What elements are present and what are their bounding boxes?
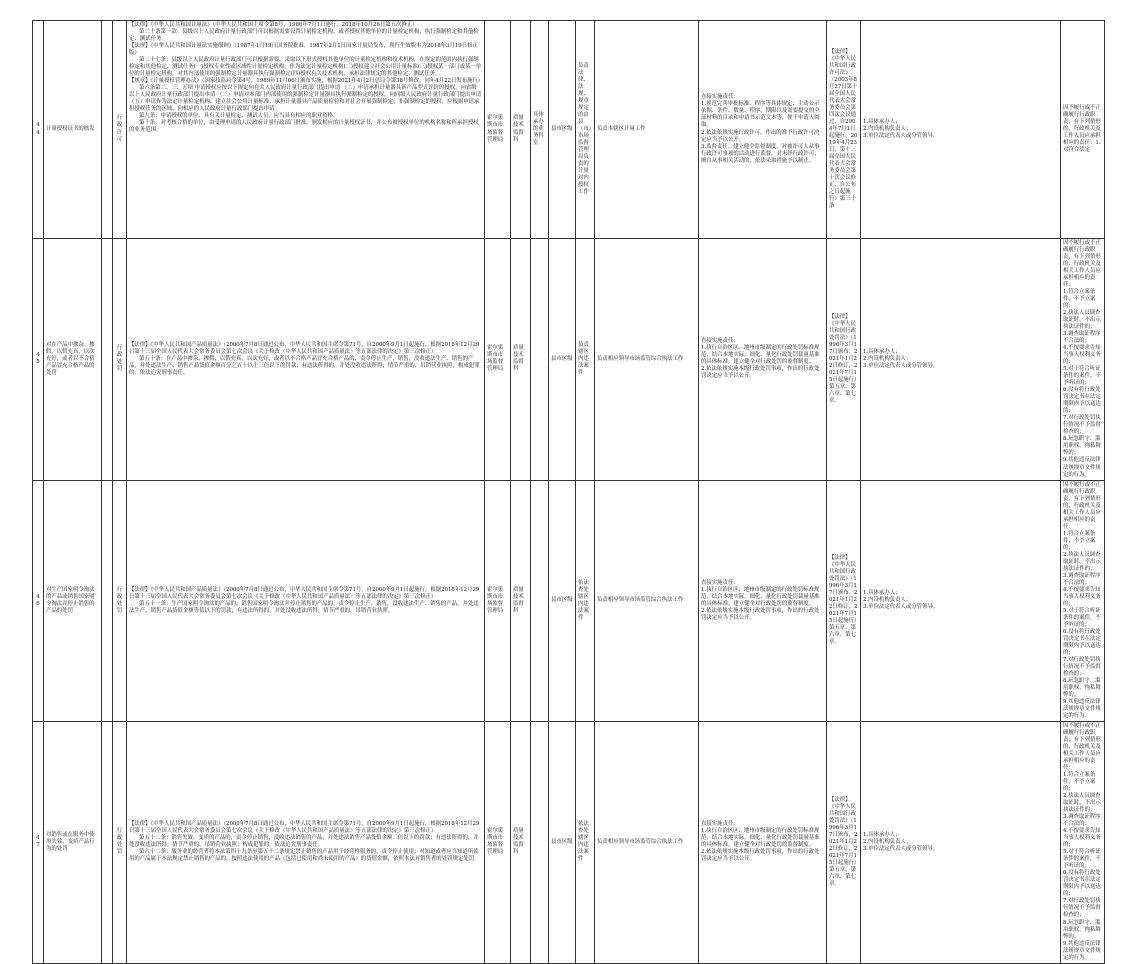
scope-detail: 负责相应领导市场监管综合执法工作 (595, 239, 699, 481)
item-name: 计量授权证书的核发 (44, 21, 102, 239)
level: 县市区级 (549, 480, 576, 722)
table-row (33, 722, 1105, 964)
accountability: 因不履行或不正确履行行政职责，有下列情形的，行政机关及相关工作人员应承担相应的责任： 1.符合立案条件，不予立案的； 2.执法人员调查取证时，不出示执法证件的； 3.调查取证程序不合法的； 4.不按要求告知当事人权利义务的； 5.对于符合听证条件的案件，不予听证的； 6.没有将行政处罚决定书在法定期限内予以送达的； 7.对行政处罚执行情况不予监督检查的； 8.玩忽职守、滥用职权、徇私舞弊的； 9.其他违反法律法规规章文件规定的行为。 (1061, 480, 1105, 722)
handler (531, 480, 549, 722)
scope-detail: 负责本辖区计量工作 (595, 21, 699, 239)
responsible-persons: 1.具体承办人； 2.内设机构负责人； 3.单位法定代表人或分管领导。 (861, 480, 1061, 722)
power-list-table (32, 20, 1105, 964)
level: 县市区级 (549, 722, 576, 964)
responsibility-basis: 【法律】《中华人民共和国行政处罚法》（1996年3月17日颁布，2021年1月22日修订，2021年7月15日起施行） 第五章、第六章、第七章。 (827, 480, 861, 722)
office: 质量技术监督科 (511, 21, 531, 239)
responsible-persons: 1.具体承办人； 2.内设机构负责人； 3.单位法定代表人或分管领导。 (861, 239, 1061, 481)
row-number: 45 (33, 239, 44, 481)
legal-basis: 【法律】《中华人民共和国产品质量法》（2000年7月8日通过公布，中华人民共和国主席令第71号，自2000年9月1日起施行，根据2018年12月29日第十三届全国人民代表大会常务委员会第七次会议《关于修改〈中华人民共和国产品质量法〉等五部法律的决定》第三次修正） 第五十条：在产品中掺杂、掺假，以假充真，以次充好，或者以不合格产品冒充合格产品的，责令停止生产、销售，没收违法生产、销售的产品，并处违法生产、销售产品货值金额百分之五十以上三倍以下的罚款；有违法所得的，并处没收违法所得；情节严重的，吊销营业执照；构成犯罪的，依法追究刑事责任。 (127, 239, 485, 481)
level: 县市区级 (549, 21, 576, 239)
item-type: 行政许可 (113, 21, 127, 239)
legal-basis: 【法律】《中华人民共和国产品质量法》（2000年7月8日通过公布，中华人民共和国主席令第71号，自2000年9月1日起施行，根据2018年12月29日第十三届全国人民代表大会常务委员会第七次会议《关于修改〈中华人民共和国产品质量法〉等五部法律的决定》第三次修正） 第五十二条：销售失效、变质的产品的，责令停止销售，没收违法销售的产品，并处违法销售产品货值金额二倍以下的罚款；有违法所得的，并处没收违法所得；情节严重的，吊销营业执照；构成犯罪的，依法追究刑事责任。 第六十二条：服务业的经营者将本法第四十九条至第五十二条规定禁止销售的产品用于经营性服务的，责令停止使用；对知道或者应当知道所使用的产品属于本法规定禁止销售的产品的，按照违法使用的产品（包括已使用和尚未使用的产品）的货值金额，依照本法对销售者的处罚规定处罚。 (127, 722, 485, 964)
item-name: 对生产国家明令淘汰的产品或销售国家明令淘汰并停止销售的产品的处罚 (44, 480, 102, 722)
responsible-persons: 1.具体承办人； 2.内设机构负责人； 3.单位法定代表人或分管领导。 (861, 21, 1061, 239)
row-number: 46 (33, 480, 44, 722)
scope: 依法查处辖区内违法案件 (576, 722, 595, 964)
row-number: 44 (33, 21, 44, 239)
office: 质量技术监督科 (511, 480, 531, 722)
scope: 负责法律、法规、规章规定的由县（市）市场监督管理局负责的计量对内授权工作 (576, 21, 595, 239)
dept: 霍尔果斯市市场监督管理局 (485, 722, 511, 964)
scope-detail: 负责相应领导市场监管综合执法工作 (595, 722, 699, 964)
handler: 具体承办的业务科室 (531, 21, 549, 239)
item-type: 行政处罚 (113, 480, 127, 722)
office: 质量技术监督科 (511, 239, 531, 481)
row-number: 47 (33, 722, 44, 964)
responsibility: 直接实施责任： 1.规范完善审批标准、程序等具体规定；主动公示依据、条件、数量、程序、期限以及需要提交的全部材料的目录和申请书示范文本等，便于申请人阅取。 2.依法依规实施行政许可，作出的准予行政许可决定应当予以公开。 3.监督责任。建立健全监督制度，对被许可人从事行政许可事项的活动进行监督，对未经行政许可，擅自从事相关活动的，依法采取措施予以制止。 (699, 21, 827, 239)
dept: 霍尔果斯市市场监督管理局 (485, 239, 511, 481)
responsibility-basis: 【法律】《中华人民共和国行政许可法》 （2003年8月27日第十届全国人民代表大会常务委员会第四次会议通过，自2004年7月1日起施行，2019年4月23日，第十三届全国人民代表大会常务委员会第十次会议修正，自公布之日起施行）第三十条 (827, 21, 861, 239)
item-name: 对销售或在服务中使用失效、变质产品行为的处罚 (44, 722, 102, 964)
level: 县市区级 (549, 239, 576, 481)
table-row (33, 239, 1105, 481)
item-name: 对在产品中掺杂、掺假，以假充真，以次充好，或者以不合格产品冒充合格产品的处罚 (44, 239, 102, 481)
dept: 霍尔果斯市市场监督管理局 (485, 480, 511, 722)
item-type: 行政处罚 (113, 722, 127, 964)
scope-detail: 负责相应领导市场监管综合执法工作 (595, 480, 699, 722)
scope: 依法查处辖区内违法案件 (576, 480, 595, 722)
table-row (33, 480, 1105, 722)
item-type: 行政处罚 (113, 239, 127, 481)
accountability: 因不履行或不正确履行行政职责，有下列情形的，行政机关及工作人员应承担相应的责任：1.对符合法定 (1061, 21, 1105, 239)
legal-basis: 【法律】《中华人民共和国计量法》（中华人民共和国主席令第8号，1986年7月1日施行，2018年10月26日第五次修正） 第二十条第一款：县级以上人民政府计量行政部门可以根据需要设置计量检定机构，或者授权其他单位的计量检定机构，执行强制检定和其他检定、测试任务。 【法规】《中华人民共和国计量法实施细则》（1987年1月19日国务院批准，1987年2月1日国家计量局发布，现行生效版本为2018年3月19日修正版） 第二十七条：县级以上人民政府计量行政部门可以根据需要，采取以下形式授权其他单位的计量检定机构和技术机构，在规定的范围内执行强制检定和其他检定、测试任务(一)授权专业性或区域性计量检定机构，作为法定计量检定机构(二)授权建立社会公用计量标准(三)授权某一部门或某一单位的计量检定机构，对其内部使用的强制检定计量器具执行强制检定(四)授权有关技术机构，承担法律规定的其他检定、测试任务。 【规章】《计量授权管理办法》（国家技监局令第4号，1989年11月06日颁布实施，根据2021年4月2日总局令第38号修改，同年4月22日发布施行） 第六条第二、三、五项 申请授权应按以下规定向有关人民政府计量行政部门提出申请 （二）申请承担计量器具新产品型式评价的授权，向省级以上人民政府计量行政部门提出申请 （三）申请对本部门内部使用的强制检定计量器具执行强制检定的授权，向同级人民政府计量行政部门提出申请 （五）申请作为法定计量检定机构、建立社会公用计量标准、承担计量器具产品质量检验和对社会开展强制检定、非强制检定的授权，应根据申请承担授权任务的区域，向相应的人民政府计量行政部门提出申请。 第九条：申请授权的单位，具有关计量检定、测试人员，应当具有相应的职业资格。 第十条：对考核合格的单位，由受理申请的人民政府计量行政部门批准，颁发相应的计量授权证书，并公布被授权单位的机构名称和所承担授权的业务范围。 (127, 21, 485, 239)
accountability: 因不履行或不正确履行行政职责，有下列情形的，行政机关及相关工作人员应承担相应的责任： 1.符合立案条件，不予立案的； 2.执法人员调查取证时，不出示执法证件的； 3.调查取证程序不合法的； 4.不按要求告知当事人权利义务的； 5.对于符合听证条件的案件，不予听证的； 6.没有将行政处罚决定书在法定期限内予以送达的； 7.对行政处罚执行情况不予监督检查的； 8.玩忽职守、滥用职权、徇私舞弊的； 9.其他违反法律法规规章文件规定的行为。 (1061, 722, 1105, 964)
responsibility-basis: 【法律】《中华人民共和国行政处罚法》（1996年3月17日颁布，2021年1月22日修订，2021年7月15日起施行） 第五章、第六章、第七章。 (827, 239, 861, 481)
responsibility: 直接实施责任： 1.执行自治区区、地州市级制定的行政处罚标准规范，结合本地实际，细化、量化行政处罚裁量基准的具体标准。建立健全对行政处罚的监督制度。 2.依法依规实施本级行政处罚事项，作出的行政处罚决定应当予以公开。 (699, 722, 827, 964)
legal-basis: 【法律】《中华人民共和国产品质量法》（2000年7月8日通过公布，中华人民共和国主席令第71号，自2000年9月1日起施行，根据2018年12月29日第十三届全国人民代表大会常务委员会第七次会议《关于修改〈中华人民共和国产品质量法〉等五部法律的决定》第三次修正） 第五十一条：生产国家明令淘汰的产品的，销售国家明令淘汰并停止销售的产品的，责令停止生产、销售，没收违法生产、销售的产品，并处违法生产、销售产品货值金额等值以下的罚款；有违法所得的，并处没收违法所得；情节严重的，吊销营业执照。 (127, 480, 485, 722)
table-row (33, 21, 1105, 239)
responsibility-basis: 【法律】《中华人民共和国行政处罚法》（1996年3月17日颁布，2021年1月22日修订，2021年7月15日起施行） 第五章、第六章、第七章。 (827, 722, 861, 964)
scope: 负责辖区内违法案件 (576, 239, 595, 481)
responsible-persons: 1.具体承办人； 2.内设机构负责人； 3.单位法定代表人或分管领导。 (861, 722, 1061, 964)
handler (531, 722, 549, 964)
responsibility: 直接实施责任： 1.执行自治区区、地州市级制定的行政处罚标准规范，结合本地实际，细化、量化行政处罚裁量基准的具体标准。建立健全对行政处罚的监督制度。 2.依法依规实施本级行政处罚事项，作出的行政处罚决定应当予以公开。 (699, 480, 827, 722)
responsibility: 直接实施责任： 1.执行自治区区、地州市级制定的行政处罚标准规范，结合本地实际，细化、量化行政处罚裁量基准的具体标准。建立健全对行政处罚的监督制度。 2.依法依规实施本级行政处罚事项，作出的行政处罚决定应当予以公开。 (699, 239, 827, 481)
dept: 霍尔果斯市市场监督管理局 (485, 21, 511, 239)
office: 质量技术监督科 (511, 722, 531, 964)
handler (531, 239, 549, 481)
accountability: 因不履行或不正确履行行政职责，有下列情形的，行政机关及相关工作人员应承担相应的责任： 1.符合立案条件，不予立案的； 2.执法人员调查取证时，不出示执法证件的； 3.调查取证程序不合法的； 4.不按要求告知当事人权利义务的； 5.对于符合听证条件的案件，不予听证的； 6.没有将行政处罚决定书在法定期限内予以送达的； 7.对行政处罚执行情况不予监督检查的； 8.玩忽职守、滥用职权、徇私舞弊的； 9.其他违反法律法规规章文件规定的行为。 (1061, 239, 1105, 481)
